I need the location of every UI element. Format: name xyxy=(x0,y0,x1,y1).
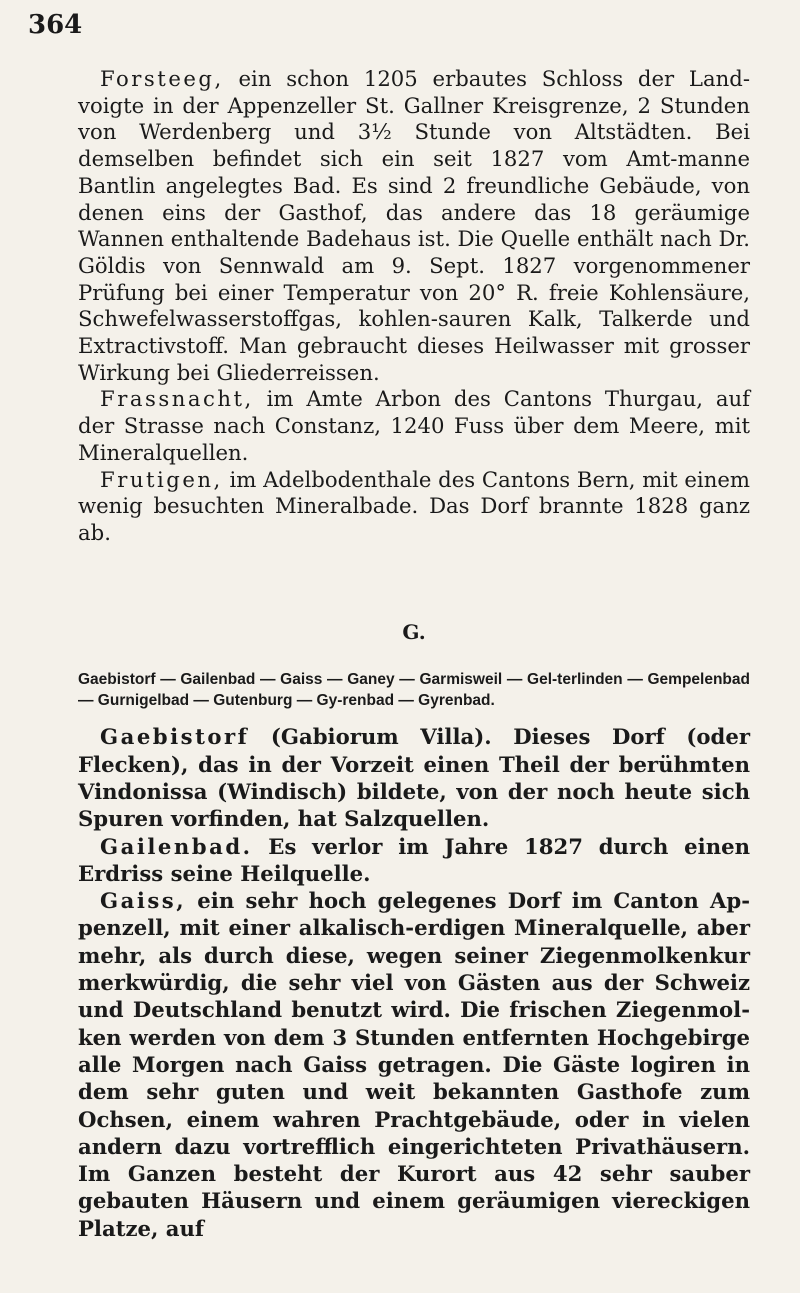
section-keyword-list: Gaebistorf — Gailenbad — Gaiss — Ganey — Garmisweil — Gel-terlinden — Gempelenbad — Gurnigelbad — Gutenburg — Gy-renbad — Gyrenbad. xyxy=(78,671,750,710)
entry-text: Es verlor im Jahre 1827 durch einen Erdriss seine Heilquelle. xyxy=(78,833,750,886)
entry-frutigen xyxy=(78,467,750,547)
entry-head: Gaebistorf xyxy=(100,724,250,750)
entry-text: ein sehr hoch gelegenes Dorf im Canton Ap-penzell, mit einer alkalisch-erdigen Mineralquelle, aber mehr, als durch diese, wegen seiner Ziegenmolkenkur merkwürdig, die sehr viel von Gästen aus der Schweiz und Deutschland benutzt wird. Die frischen Ziegenmol-ken werden von dem 3 Stunden entfernten Hochgebirge alle Morgen nach Gaiss getragen. Die Gäste logiren in dem sehr guten und weit bekannten Gasthofe zum Ochsen, einem wahren Prachtgebäude, oder in vielen andern dazu vortrefflich eingerichteten Privathäusern. Im Ganzen besteht der Kurort aus 42 sehr sauber gebauten Häusern und einem geräumigen viereckigen Platze, auf xyxy=(78,888,750,1241)
entry-text: im Adelbodenthale des Cantons Bern, mit einem wenig besuchten Mineralbade. Das Dorf brannte 1828 ganz ab. xyxy=(78,466,750,545)
entry-head: Frutigen, xyxy=(100,466,223,492)
page-number: 364 xyxy=(28,10,83,40)
entry-gailenbad xyxy=(78,833,750,888)
entry-text: im Amte Arbon des Cantons Thurgau, auf der Strasse nach Constanz, 1240 Fuss über dem Meere, mit Mineralquellen. xyxy=(78,386,750,465)
page-body xyxy=(78,66,750,1242)
section-g-entries xyxy=(78,723,750,1242)
entry-head: Gailenbad. xyxy=(100,833,253,859)
section-heading: G. xyxy=(402,619,426,644)
entry-text: (Gabiorum Villa). Dieses Dorf (oder Flecken), das in der Vorzeit einen Theil der berühmten Vindonissa (Windisch) bildete, von der noch heute sich Spuren vorfinden, hat Salzquellen. xyxy=(78,724,750,832)
entry-head: Gaiss, xyxy=(100,888,187,914)
entry-forsteeg xyxy=(78,66,750,386)
entry-head: Forsteeg, xyxy=(100,66,224,91)
entry-frassnacht xyxy=(78,386,750,466)
entry-gaebistorf xyxy=(78,723,750,832)
entry-head: Frassnacht, xyxy=(100,386,254,412)
entry-text: ein schon 1205 erbautes Schloss der Land-voigte in der Appenzeller St. Gallner Kreisgrenze, 2 Stunden von Werdenberg und 3½ Stunde von Altstädten. Bei demselben befindet sich ein seit 1827 vom Amt-manne Bantlin angelegtes Bad. Es sind 2 freundliche Gebäude, von denen eins der Gasthof, das andere das 18 geräumige Wannen enthaltende Badehaus ist. Die Quelle enthält nach Dr. Göldis von Sennwald am 9. Sept. 1827 vorgenommener Prüfung bei einer Temperatur von 20° R. freie Kohlensäure, Schwefelwasserstoffgas, kohlen-sauren Kalk, Talkerde und Extractivstoff. Man gebraucht dieses Heilwasser mit grosser Wirkung bei Gliederreissen. xyxy=(78,66,750,385)
entry-gaiss xyxy=(78,887,750,1242)
